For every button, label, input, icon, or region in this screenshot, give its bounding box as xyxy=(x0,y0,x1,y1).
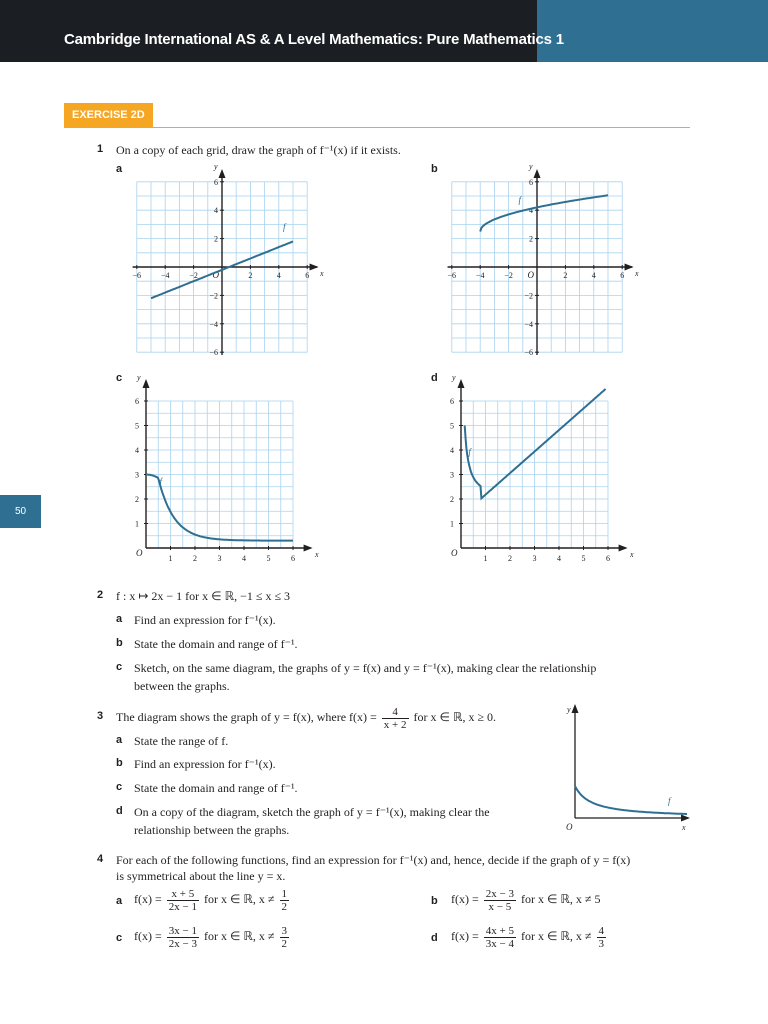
q3-c-text: State the domain and range of f⁻¹. xyxy=(134,781,298,795)
y-tick-label: −4 xyxy=(209,319,218,329)
y-tick-label: −2 xyxy=(524,291,533,301)
y-tick-label: 1 xyxy=(135,519,139,529)
q3-number: 3 xyxy=(97,710,104,722)
q4-d-cden: 3 xyxy=(598,937,605,950)
y-tick-label: 6 xyxy=(450,397,454,406)
q4-a-cond: for x ∈ ℝ, x ≠ xyxy=(203,892,275,906)
q4-d-num: 4x + 5 xyxy=(485,924,514,937)
q4-number: 4 xyxy=(97,853,104,865)
x-axis-arrow xyxy=(681,815,690,822)
y-axis-label: y xyxy=(452,373,456,383)
y-tick-label: 5 xyxy=(450,421,454,431)
y-tick-label: 2 xyxy=(529,234,533,244)
origin-label: O xyxy=(212,270,219,280)
y-tick-label: −4 xyxy=(524,319,533,329)
x-axis-arrow xyxy=(304,545,313,552)
graph-a xyxy=(125,160,325,355)
y-tick-label: −6 xyxy=(209,348,218,355)
x-axis-label: x xyxy=(315,550,319,559)
curve-label: f xyxy=(518,195,522,206)
y-tick-label: 2 xyxy=(135,495,139,504)
q3-d-label: d xyxy=(116,805,123,817)
q3-frac-num: 4 xyxy=(382,706,409,719)
q4-c-num: 3x − 1 xyxy=(168,924,197,937)
y-tick-label: 6 xyxy=(214,177,218,187)
q4-c-cden: 2 xyxy=(281,937,288,950)
y-tick-label: 5 xyxy=(135,421,139,431)
x-tick-label: 3 xyxy=(217,554,222,563)
q4-d-cond: for x ∈ ℝ, x ≠ xyxy=(520,929,592,943)
y-tick-label: 4 xyxy=(450,446,454,455)
y-tick-label: 2 xyxy=(214,234,218,244)
q2-c-text: Sketch, on the same diagram, the graphs of y = f(x) and y = f⁻¹(x), making clear the relationship xyxy=(134,661,597,675)
q4-b-lhs: f(x) = xyxy=(451,892,479,906)
x-tick-label: 2 xyxy=(563,271,568,280)
q2-a-text: Find an expression for f⁻¹(x). xyxy=(134,613,276,627)
x-axis-label: x xyxy=(630,550,634,559)
q4-a-label: a xyxy=(116,895,123,907)
q4-b-expr xyxy=(451,884,601,914)
graph-c xyxy=(125,370,325,570)
y-tick-label: 1 xyxy=(450,519,454,529)
x-tick-label: 5 xyxy=(266,554,271,563)
q3-c-label: c xyxy=(116,781,123,793)
q1-label-a: a xyxy=(116,163,123,175)
header-accent xyxy=(537,0,768,62)
x-axis-label: x xyxy=(634,269,639,278)
q4-b-den: x − 5 xyxy=(488,900,512,913)
x-axis-arrow xyxy=(625,264,634,271)
x-tick-label: −6 xyxy=(447,271,457,280)
q1-label-c: c xyxy=(116,372,123,384)
origin-label: O xyxy=(451,548,458,558)
q2-b-label: b xyxy=(116,637,123,649)
q4-a-lhs: f(x) = xyxy=(134,892,162,906)
y-axis-label: y xyxy=(214,162,218,172)
q4-c-cnum: 3 xyxy=(281,924,288,937)
q2-a-label: a xyxy=(116,613,123,625)
x-tick-label: −4 xyxy=(160,271,170,280)
y-axis-label: y xyxy=(137,373,141,383)
curve-f xyxy=(480,195,608,231)
q4-c-cfrac xyxy=(280,925,290,950)
y-tick-label: 4 xyxy=(214,206,218,216)
x-tick-label: 2 xyxy=(193,554,197,563)
q4-d-cnum: 4 xyxy=(598,924,605,937)
q3-b-text: Find an expression for f⁻¹(x). xyxy=(134,757,276,771)
q3-fraction xyxy=(382,706,409,731)
exercise-rule xyxy=(64,127,690,128)
q4-d-frac xyxy=(484,925,516,950)
q3-a-text: State the range of f. xyxy=(134,734,229,748)
x-axis-arrow xyxy=(310,264,319,271)
x-tick-label: 6 xyxy=(620,271,625,280)
graph-d xyxy=(440,370,640,570)
q4-b-frac xyxy=(484,888,516,913)
q4-c-den: 2x − 3 xyxy=(168,937,197,950)
curve-label: f xyxy=(468,446,471,457)
page-number: 50 xyxy=(0,495,41,528)
origin-label: O xyxy=(566,822,573,832)
x-tick-label: −2 xyxy=(504,271,513,280)
q3-stem xyxy=(116,702,496,732)
q4-b-cond: for x ∈ ℝ, x ≠ 5 xyxy=(520,892,601,906)
q4-a-num: x + 5 xyxy=(167,888,199,901)
curve-label: f xyxy=(159,476,162,487)
x-tick-label: −2 xyxy=(189,271,198,280)
q4-b-label: b xyxy=(431,895,438,907)
q4-d-expr xyxy=(451,921,608,951)
q4-d-cfrac xyxy=(597,925,607,950)
y-axis-label: y xyxy=(567,705,571,714)
book-title: Cambridge International AS & A Level Mathematics: Pure Mathematics 1 xyxy=(64,31,564,48)
q4-a-den: 2x − 1 xyxy=(168,900,197,913)
q4-a-cden: 2 xyxy=(281,900,288,913)
q1-label-d: d xyxy=(431,372,438,384)
q2-c-text-cont: between the graphs. xyxy=(134,679,230,693)
q4-c-cond: for x ∈ ℝ, x ≠ xyxy=(203,929,275,943)
x-axis-arrow xyxy=(619,545,628,552)
y-tick-label: 3 xyxy=(135,470,139,480)
exercise-badge: EXERCISE 2D xyxy=(64,103,153,127)
q3-stem-after: for x ∈ ℝ, x ≥ 0. xyxy=(413,710,497,724)
y-tick-label: 2 xyxy=(450,495,454,504)
x-tick-label: 1 xyxy=(483,554,488,563)
q4-a-cfrac xyxy=(280,888,290,913)
q3-d-text: On a copy of the diagram, sketch the graph of y = f⁻¹(x), making clear the xyxy=(134,805,490,819)
q4-d-label: d xyxy=(431,932,438,944)
x-tick-label: 3 xyxy=(532,554,537,563)
origin-label: O xyxy=(527,270,534,280)
y-tick-label: 6 xyxy=(135,397,139,406)
y-axis-arrow xyxy=(572,704,579,713)
x-axis-label: x xyxy=(682,823,686,832)
y-tick-label: 6 xyxy=(529,177,533,187)
x-tick-label: 5 xyxy=(581,554,586,563)
page-header xyxy=(0,0,768,62)
x-tick-label: −4 xyxy=(475,271,485,280)
x-tick-label: 6 xyxy=(606,554,610,563)
y-axis-arrow xyxy=(534,169,541,178)
curve-label: f xyxy=(283,222,286,233)
x-tick-label: 4 xyxy=(557,554,561,563)
y-tick-label: 3 xyxy=(450,470,454,480)
q4-d-den: 3x − 4 xyxy=(485,937,514,950)
q1-number: 1 xyxy=(97,143,104,155)
q3-frac-den: x + 2 xyxy=(383,718,407,731)
q4-line2: is symmetrical about the line y = x. xyxy=(116,869,286,883)
q2-b-text: State the domain and range of f⁻¹. xyxy=(134,637,298,651)
q4-a-cnum: 1 xyxy=(281,887,288,900)
q3-a-label: a xyxy=(116,734,123,746)
q3-d-text-cont: relationship between the graphs. xyxy=(134,823,290,837)
q4-b-num: 2x − 3 xyxy=(485,887,514,900)
q1-text: On a copy of each grid, draw the graph of f⁻¹(x) if it exists. xyxy=(116,143,401,157)
graph-b xyxy=(440,160,640,355)
q4-c-frac xyxy=(167,925,199,950)
x-axis-label: x xyxy=(319,269,324,278)
y-tick-label: −6 xyxy=(524,348,533,355)
q4-c-label: c xyxy=(116,932,123,944)
x-tick-label: 4 xyxy=(276,271,281,280)
x-tick-label: 2 xyxy=(508,554,512,563)
x-tick-label: 6 xyxy=(305,271,310,280)
q4-line1: For each of the following functions, find an expression for f⁻¹(x) and, hence, decide if the graph of y = f(x) xyxy=(116,853,631,867)
q1-label-b: b xyxy=(431,163,438,175)
y-tick-label: 4 xyxy=(135,446,139,455)
y-axis-arrow xyxy=(458,379,465,388)
q2-c-label: c xyxy=(116,661,123,673)
q4-d-lhs: f(x) = xyxy=(451,929,479,943)
q3-b-label: b xyxy=(116,757,123,769)
x-tick-label: 1 xyxy=(168,554,173,563)
origin-label: O xyxy=(136,548,143,558)
y-tick-label: 4 xyxy=(529,206,533,216)
q4-c-lhs: f(x) = xyxy=(134,929,162,943)
q2-number: 2 xyxy=(97,589,104,601)
graph-q3 xyxy=(560,700,695,835)
x-tick-label: 4 xyxy=(591,271,596,280)
y-axis-arrow xyxy=(219,169,226,178)
q4-c-expr xyxy=(134,921,291,951)
y-axis-arrow xyxy=(143,379,150,388)
x-tick-label: 2 xyxy=(248,271,253,280)
curve-label: f xyxy=(668,796,671,806)
q4-a-expr xyxy=(134,884,291,914)
x-tick-label: 6 xyxy=(291,554,295,563)
q2-stem: f : x ↦ 2x − 1 for x ∈ ℝ, −1 ≤ x ≤ 3 xyxy=(116,589,291,603)
y-axis-label: y xyxy=(529,162,533,172)
y-tick-label: −2 xyxy=(209,291,218,301)
x-tick-label: −6 xyxy=(132,271,142,280)
x-tick-label: 4 xyxy=(242,554,246,563)
q3-stem-before: The diagram shows the graph of y = f(x), where f(x) = xyxy=(116,710,377,724)
q4-a-frac xyxy=(167,888,199,913)
